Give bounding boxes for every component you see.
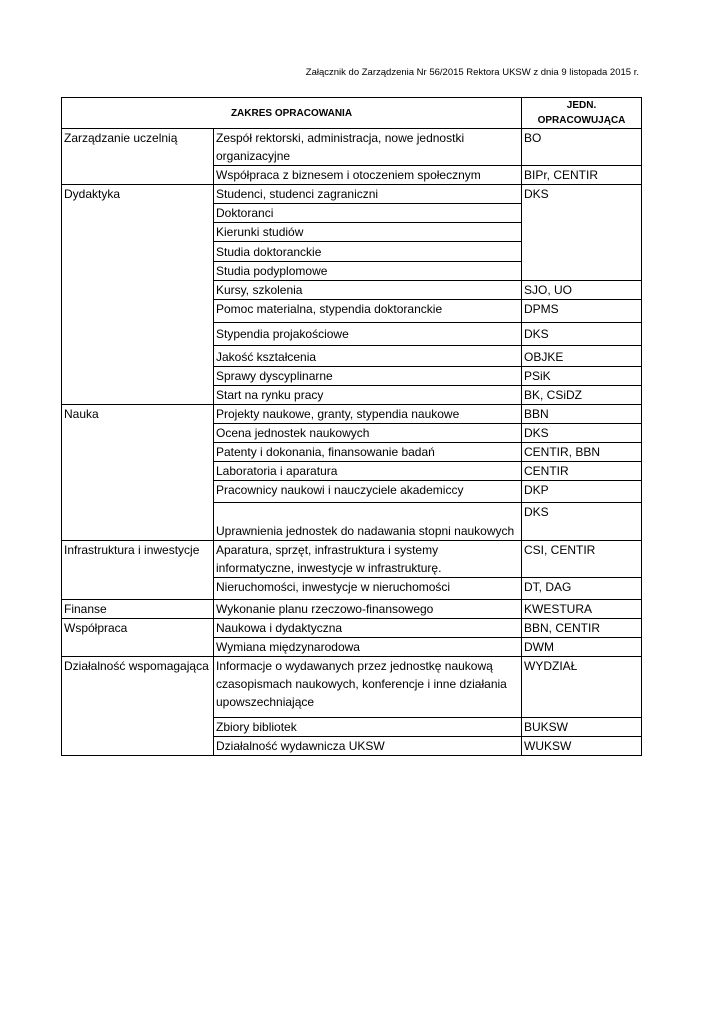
- unit-cell: CENTIR: [522, 462, 642, 481]
- category-cell: Nauka: [62, 405, 214, 541]
- table-row: [62, 405, 642, 424]
- header-unit-line1: JEDN.: [566, 100, 597, 111]
- unit-cell: DPMS: [522, 300, 642, 323]
- scope-cell: Pomoc materialna, stypendia doktoranckie: [214, 300, 522, 323]
- responsibility-table: [61, 97, 642, 756]
- unit-cell: SJO, UO: [522, 281, 642, 300]
- unit-cell: DKS: [522, 185, 642, 281]
- unit-cell: BBN: [522, 405, 642, 424]
- scope-cell: Laboratoria i aparatura: [214, 462, 522, 481]
- unit-cell: BO: [522, 129, 642, 166]
- unit-cell: BBN, CENTIR: [522, 619, 642, 638]
- scope-cell: Wymiana międzynarodowa: [214, 638, 522, 657]
- unit-cell: BIPr, CENTIR: [522, 166, 642, 185]
- unit-cell: WYDZIAŁ: [522, 657, 642, 718]
- scope-cell: Działalność wydawnicza UKSW: [214, 737, 522, 756]
- scope-cell: Studia podyplomowe: [214, 262, 522, 281]
- unit-cell: PSiK: [522, 367, 642, 386]
- scope-cell: Zbiory bibliotek: [214, 718, 522, 737]
- scope-cell: Projekty naukowe, granty, stypendia naukowe: [214, 405, 522, 424]
- scope-cell: Naukowa i dydaktyczna: [214, 619, 522, 638]
- scope-cell: Pracownicy naukowi i nauczyciele akademiccy: [214, 481, 522, 503]
- unit-cell: DKS: [522, 323, 642, 346]
- unit-cell: DWM: [522, 638, 642, 657]
- unit-cell: WUKSW: [522, 737, 642, 756]
- scope-cell: Stypendia projakościowe: [214, 323, 522, 346]
- table-row: [62, 657, 642, 718]
- table-row: [62, 541, 642, 578]
- header-scope: ZAKRES OPRACOWANIA: [62, 98, 522, 129]
- header-unit: [522, 98, 642, 129]
- scope-cell: Doktoranci: [214, 204, 522, 223]
- unit-cell: KWESTURA: [522, 600, 642, 619]
- category-cell: Współpraca: [62, 619, 214, 657]
- scope-cell: Start na rynku pracy: [214, 386, 522, 405]
- unit-cell: OBJKE: [522, 346, 642, 367]
- category-cell: Dydaktyka: [62, 185, 214, 405]
- table-row: [62, 185, 642, 204]
- scope-cell: Wykonanie planu rzeczowo-finansowego: [214, 600, 522, 619]
- unit-cell: BK, CSiDZ: [522, 386, 642, 405]
- table-header-row: [62, 98, 642, 129]
- unit-cell: DKS: [522, 424, 642, 443]
- scope-cell: Informacje o wydawanych przez jednostkę naukową czasopismach naukowych, konferencje i inne działania upowszechniające: [214, 657, 522, 718]
- table-row: [62, 129, 642, 166]
- category-cell: Zarządzanie uczelnią: [62, 129, 214, 185]
- scope-cell: Zespół rektorski, administracja, nowe jednostki organizacyjne: [214, 129, 522, 166]
- scope-cell: Aparatura, sprzęt, infrastruktura i systemy informatyczne, inwestycje w infrastrukturę.: [214, 541, 522, 578]
- scope-cell: Studenci, studenci zagraniczni: [214, 185, 522, 204]
- scope-cell: Współpraca z biznesem i otoczeniem społecznym: [214, 166, 522, 185]
- unit-cell: DT, DAG: [522, 578, 642, 600]
- scope-cell: Kierunki studiów: [214, 223, 522, 242]
- scope-cell: Kursy, szkolenia: [214, 281, 522, 300]
- scope-cell: Sprawy dyscyplinarne: [214, 367, 522, 386]
- unit-cell: BUKSW: [522, 718, 642, 737]
- scope-cell: Nieruchomości, inwestycje w nieruchomości: [214, 578, 522, 600]
- category-cell: Działalność wspomagająca: [62, 657, 214, 756]
- category-cell: Infrastruktura i inwestycje: [62, 541, 214, 600]
- header-unit-line2: OPRACOWUJĄCA: [537, 115, 626, 126]
- scope-cell: Jakość kształcenia: [214, 346, 522, 367]
- unit-cell: DKS: [522, 503, 642, 541]
- unit-cell: DKP: [522, 481, 642, 503]
- scope-cell: Studia doktoranckie: [214, 242, 522, 262]
- table-row: [62, 600, 642, 619]
- unit-cell: CSI, CENTIR: [522, 541, 642, 578]
- table-row: [62, 619, 642, 638]
- unit-cell: CENTIR, BBN: [522, 443, 642, 462]
- document-caption: Załącznik do Zarządzenia Nr 56/2015 Rektora UKSW z dnia 9 listopada 2015 r.: [305, 67, 639, 78]
- scope-cell: Uprawnienia jednostek do nadawania stopni naukowych: [214, 503, 522, 541]
- scope-cell: Patenty i dokonania, finansowanie badań: [214, 443, 522, 462]
- scope-cell: Ocena jednostek naukowych: [214, 424, 522, 443]
- category-cell: Finanse: [62, 600, 214, 619]
